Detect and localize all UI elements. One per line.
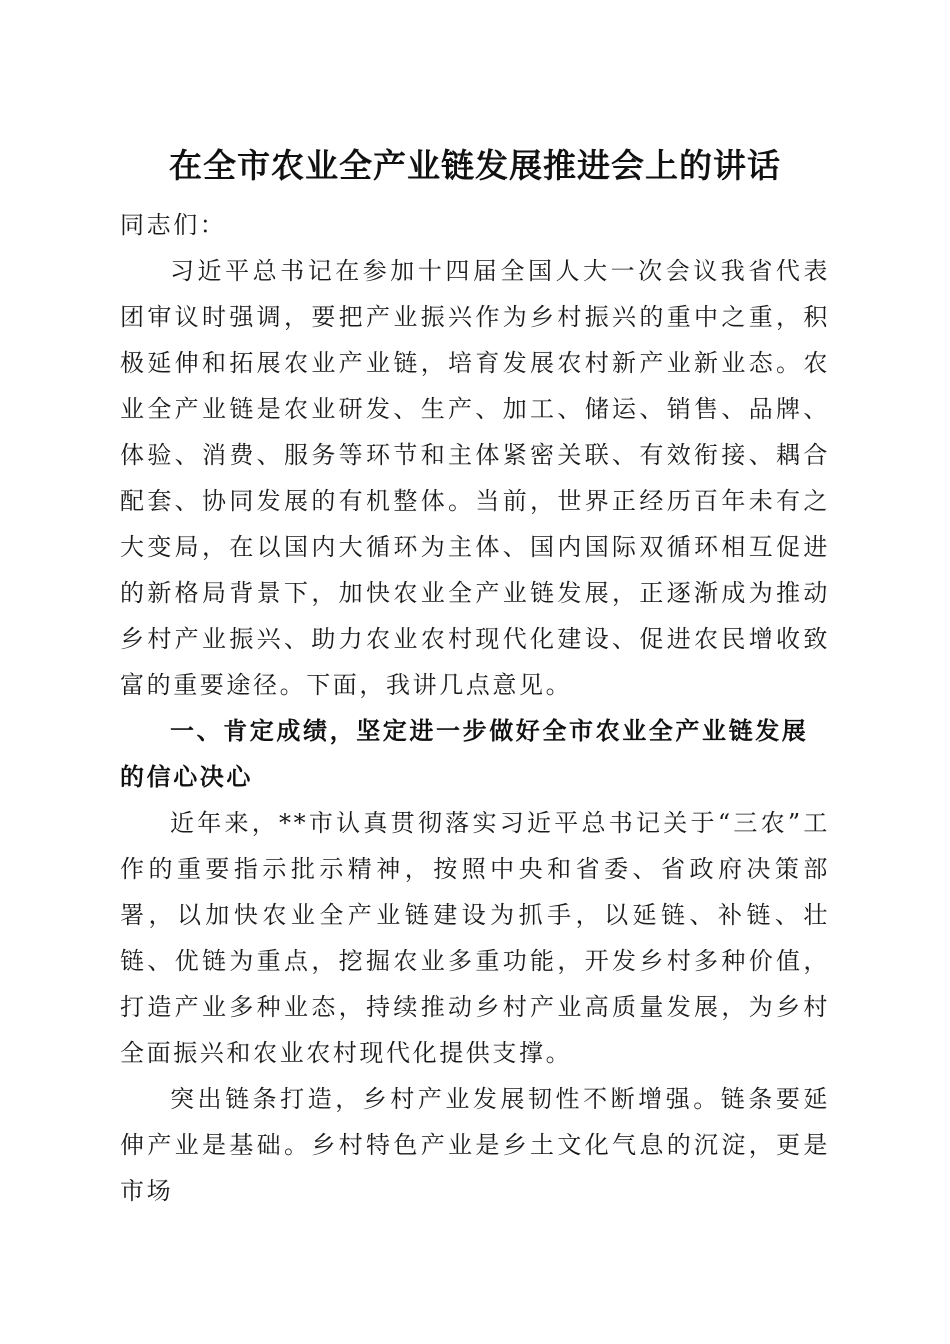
- document-title: 在全市农业全产业链发展推进会上的讲话: [169, 146, 781, 185]
- section-paragraph-2: 突出链条打造，乡村产业发展韧性不断增强。链条要延伸产业是基础。乡村特色产业是乡土文化气息的沉淀，更是市场: [120, 1085, 830, 1205]
- salutation: 同志们：: [120, 211, 227, 239]
- section-paragraph-1: 近年来，**市认真贯彻落实习近平总书记关于“三农”工作的重要指示批示精神，按照中央和省委、省政府决策部署，以加快农业全产业链建设为抓手，以延链、补链、壮链、优链为重点，挖掘农业多重功能，开发乡村多种价值，打造产业多种业态，持续推动乡村产业高质量发展，为乡村全面振兴和农业农村现代化提供支撑。: [120, 809, 830, 1067]
- intro-paragraph: 习近平总书记在参加十四届全国人大一次会议我省代表团审议时强调，要把产业振兴作为乡村振兴的重中之重，积极延伸和拓展农业产业链，培育发展农村新产业新业态。农业全产业链是农业研发、生产、加工、储运、销售、品牌、体验、消费、服务等环节和主体紧密关联、有效衔接、耦合配套、协同发展的有机整体。当前，世界正经历百年未有之大变局，在以国内大循环为主体、国内国际双循环相互促进的新格局背景下，加快农业全产业链发展，正逐渐成为推动乡村产业振兴、助力农业农村现代化建设、促进农民增收致富的重要途径。下面，我讲几点意见。: [120, 257, 830, 699]
- section-heading: 一、肯定成绩，坚定进一步做好全市农业全产业链发展的信心决心: [120, 717, 809, 791]
- document-body: [120, 202, 830, 1214]
